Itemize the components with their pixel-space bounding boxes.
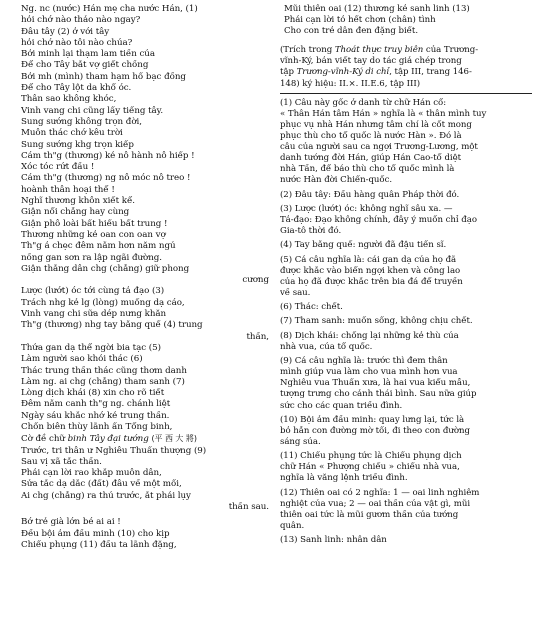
poem-line: Đêm nằm canh th"g ng. chánh liệt	[21, 399, 171, 410]
footnote-line: phục vụ nhà Hán nhưng tâm chí là cốt mong	[280, 119, 472, 130]
poem-line: Phải cạn lời tỏ hết chơn (chân) tình	[284, 15, 436, 26]
banner-hanzi: (平 西 大 將)	[151, 434, 197, 444]
notes-divider	[280, 93, 532, 94]
poem-line: Giận phô loài bất hiếu bất trung !	[21, 218, 168, 229]
footnote-line: phục thù cho tổ quốc là nước Hàn ». Đó là	[280, 130, 462, 141]
poem-line: Thác trung thần thác cũng thơm danh	[21, 365, 187, 376]
footnote-line: (2) Đâu tây: Đầu hàng quân Pháp thời đó.	[280, 189, 460, 200]
footnote-line: (13) Sanh linh: nhân dân	[280, 535, 387, 546]
poem-line: Sung sướng khg trọn kiếp	[21, 139, 134, 150]
poem-line: Vinh vang chi sữa dép nưng khăn	[21, 309, 167, 320]
poem-line: Phải cạn lời rao khắp muôn dân,	[21, 468, 162, 479]
poem-line: hỏi chớ nào thảo nào ngay?	[21, 15, 141, 26]
footnote-line: (12) Thiên oai có 2 nghĩa: 1 — oai linh nghiêm	[280, 487, 480, 498]
footnote-line: nhà Tần, để báo thù cho tổ quốc mình là	[280, 164, 455, 175]
citation-block	[280, 45, 532, 89]
footnote	[280, 331, 532, 353]
right-column	[280, 4, 532, 550]
poem-line: Làm ng. ai chg (chẳng) tham sanh (7)	[21, 376, 185, 387]
footnote	[280, 190, 532, 201]
footnote	[280, 302, 532, 313]
poem-block-5	[21, 517, 269, 551]
footnote-line: quân.	[280, 521, 305, 531]
footnote-line: Gia-tô thời đó.	[280, 226, 342, 237]
footnote-line: (8) Dịch khái: chống lại những kẻ thù của	[280, 330, 459, 341]
poem-line: Để cho Tây lột da khổ óc.	[21, 83, 132, 94]
footnote-line: danh tướng đời Hán, giúp Hán Cao-tổ diệt	[280, 153, 462, 164]
poem-line: Sửa tắc dạ dắc (đất) đâu về một mối,	[21, 479, 182, 490]
poem-block-1	[21, 4, 269, 275]
footnote-line: (9) Cả câu nghĩa là: trước thì đem thân	[280, 356, 448, 367]
poem-line: Để cho Tây bắt vợ giết chồng	[21, 60, 149, 71]
poem-line: Giận thằng dân chg (chẳng) giữ phong	[21, 263, 190, 274]
footnote-line: « Thân Hán tâm Hán » nghĩa là « thân mình tuy	[280, 108, 487, 119]
poem-line: Thương những kẻ oan con oan vợ	[21, 229, 166, 240]
poem-block-2	[21, 286, 269, 331]
footnote-line: thiên oai tức là mũi gươm thần của tướng	[280, 509, 459, 520]
footnotes	[280, 98, 532, 547]
footnote	[280, 240, 532, 251]
poem-line: Muôn thác chớ kêu trời	[21, 128, 123, 139]
footnote	[280, 535, 532, 546]
poem-line: Giận nổi chẳng hay cùng	[21, 207, 130, 218]
banner-text-prefix: Cờ đề chữ	[21, 434, 68, 445]
footnote	[280, 356, 532, 411]
banner-text-italic: binh Tây đại tướng	[67, 434, 149, 445]
footnote-line: sức cho các quan triều đình.	[280, 400, 403, 411]
footnote	[280, 451, 532, 484]
citation-line: (Trích trong Thoát thực truy biên của Trương-	[280, 45, 479, 56]
poem-line: Cám th"g (thương) ng nô móc nô treo !	[21, 173, 191, 184]
poem-line: Cho con trẻ dân đen đặng biết.	[284, 26, 419, 37]
footnote-line: nước Hàn đời Chiến-quốc.	[280, 175, 393, 186]
footnote-line: Tả-đạo: Đạo không chính, đây ý muốn chỉ đạo	[280, 214, 477, 225]
poem-ending	[280, 4, 532, 37]
footnote-line: về sau.	[280, 287, 311, 298]
citation-line: tập Trương-vĩnh-Ký di chỉ, tập III, trang 146-	[280, 67, 472, 78]
footnote	[280, 415, 532, 448]
poem-block-4	[21, 446, 269, 502]
poem-line: Mũi thiên oai (12) thương kẻ sanh linh (13)	[284, 4, 470, 14]
poem-line: Đâu tây (2) ở với tây	[21, 26, 110, 37]
footnote-line: (6) Thác: chết.	[280, 302, 343, 313]
poem-line: Th"g (thương) nhg tay bằng quế (4) trung	[21, 320, 203, 331]
footnote-line: (7) Tham sanh: muốn sống, không chịu chết.	[280, 316, 473, 327]
poem-line: Trước, tri thân ư Nghiêu Thuấn thượng (9)	[21, 445, 207, 456]
poem-line: Bởi mh (mình) tham hạm hố bạc đồng	[21, 71, 186, 82]
poem-line: Sung sướng không trọn đời,	[21, 116, 142, 127]
poem-line: Th"g ả chẹc đêm nằm hơn năm ngủ	[21, 241, 176, 252]
footnote-line: (3) Lược (lướt) óc: không nghĩ sâu xa. —	[280, 203, 453, 214]
footnote-line: tượng trưng cho cảnh thái bình. Sau nữa giúp	[280, 389, 477, 400]
footnote-line: câu của người sau ca ngợi Trương-Lương, một	[280, 142, 478, 153]
footnote	[280, 316, 532, 327]
left-column	[21, 4, 269, 551]
poem-line-banner	[21, 433, 269, 445]
poem-line: Thửa gan dạ thể ngời bia tạc (5)	[21, 342, 161, 353]
footnote	[280, 98, 532, 187]
footnote-line: (10) Bội ảm đầu minh: quay lưng lại, tức là	[280, 414, 465, 425]
poem-line: nồng gan sơn ra lập ngãi đường.	[21, 252, 162, 263]
footnote-line: của họ đã được khắc trên bia đá để truyền	[280, 276, 463, 287]
footnote-line: (11) Chiếu phụng tức là Chiếu phụng dịch	[280, 451, 462, 462]
poem-line: Bớ trẻ già lớn bé ai ai !	[21, 517, 121, 528]
poem-line: Ng. nc (nước) Hán mẹ cha nước Hán, (1)	[21, 4, 198, 14]
poem-line-continuation: thần sau.	[228, 502, 269, 513]
footnote-line: Nghiêu vua Thuấn xưa, là hai vua kiểu mẫu,	[280, 378, 471, 389]
footnote-line: nghĩa là văng lệnh triều đình.	[280, 473, 408, 484]
footnote	[280, 204, 532, 237]
poem-line: Chiếu phụng (11) đầu ta lãnh đặng,	[21, 539, 177, 550]
poem-line: hỏi chớ nào tôi nào chúa?	[21, 37, 133, 48]
poem-line: Bởi minh lại thạm lam tiền của	[21, 49, 155, 60]
poem-line: Sau vị xã tắc thần.	[21, 456, 102, 467]
poem-line-continuation: cương	[242, 275, 269, 286]
poem-line: Lược (lướt) óc tới cùng tả đạo (3)	[21, 286, 165, 297]
footnote-line: (5) Cả câu nghĩa là: cái gan dạ của họ đã	[280, 254, 457, 265]
footnote-line: mình giúp vua làm cho vua mình hơn vua	[280, 367, 458, 378]
poem-line: Cám th"g (thương) kẻ nô hành nô hiếp !	[21, 150, 195, 161]
footnote-line: bỏ hẳn con đường mờ tối, đi theo con đường	[280, 425, 470, 436]
footnote-line: (4) Tay bằng quế: người đã đậu tiến sĩ.	[280, 240, 447, 251]
poem-line: Chốn biên thùy lãnh ấn Tổng binh,	[21, 421, 173, 432]
poem-line: Ai chg (chẳng) ra thủ trước, ắt phải lụy	[21, 490, 191, 501]
footnote-line: chữ Hán « Phượng chiếu » chiếu nhà vua,	[280, 462, 460, 473]
poem-line: Xóc tóc rứt đầu !	[21, 162, 95, 173]
footnote-line: nghiệt của vua; 2 — oai thần của vật gì, mũi	[280, 498, 471, 509]
footnote-line: (1) Câu này gốc ở danh từ chữ Hán cổ:	[280, 97, 447, 108]
poem-line: Thân sao không khóc,	[21, 94, 117, 105]
footnote	[280, 488, 532, 532]
poem-line: Ngày sáu khắc nhớ kẻ trung thần.	[21, 410, 170, 421]
citation-line: 148) ký hiệu: II.×. II.E.6, tập III)	[280, 78, 421, 89]
footnote	[280, 255, 532, 299]
poem-line: Vinh vang chi cũng lấy tiếng tây.	[21, 105, 164, 116]
poem-line: Đều bội ảm đầu minh (10) cho kịp	[21, 528, 170, 539]
citation-line: vĩnh-Ký, bản viết tay do tác giả chép trong	[280, 56, 462, 67]
poem-line-continuation: thần,	[246, 331, 269, 342]
poem-line: Làm người sao khỏi thác (6)	[21, 354, 143, 365]
poem-line: Lòng dịch khái (8) xin cho rõ tiết	[21, 388, 165, 399]
poem-block-3	[21, 343, 269, 433]
footnote-line: nhà vua, của tổ quốc.	[280, 341, 373, 352]
footnote-line: sáng sủa.	[280, 436, 321, 447]
poem-line: Trách nhg kẻ lg (lòng) muống dạ cáo,	[21, 297, 185, 308]
poem-line: Nghĩ thương khôn xiết kể.	[21, 196, 135, 207]
footnote-line: được khắc vào biển ngợi khen và công lao	[280, 265, 461, 276]
poem-line: hoành thân hoại thể !	[21, 184, 115, 195]
